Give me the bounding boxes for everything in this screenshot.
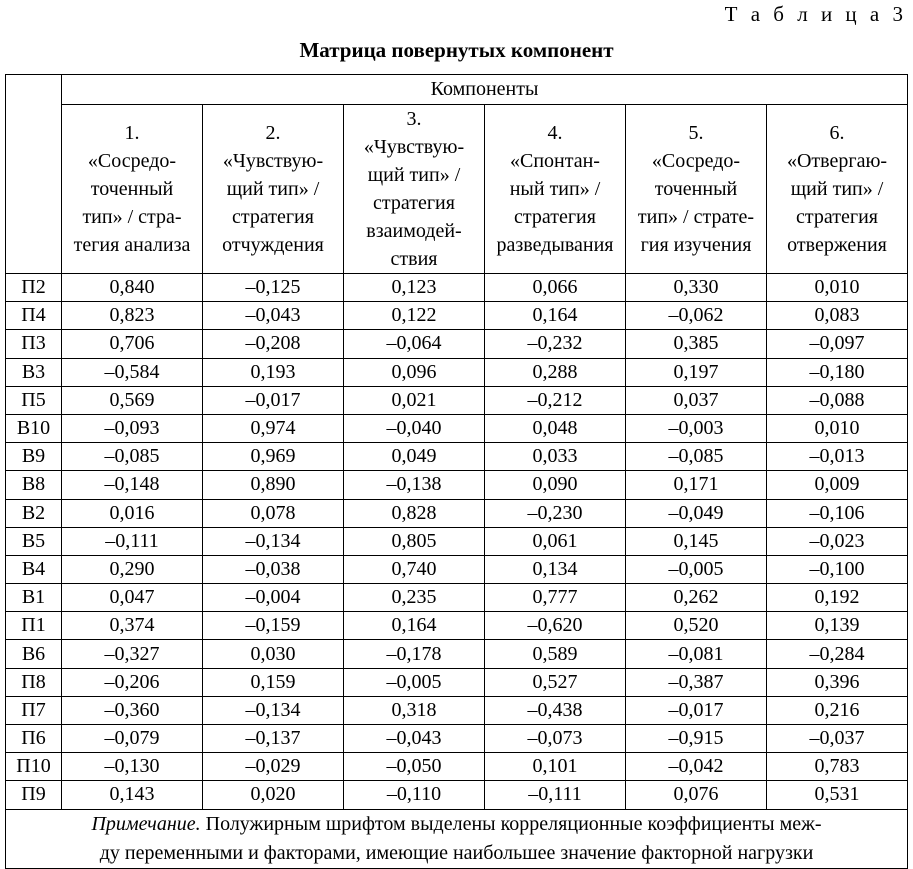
rotated-component-matrix [5, 74, 908, 869]
highlighted-loading-cell: 0,569 [62, 386, 203, 414]
loading-cell: 0,134 [485, 555, 626, 583]
table-row [6, 555, 908, 583]
highlighted-loading-cell: 0,969 [203, 443, 344, 471]
loading-cell: 0,037 [626, 386, 767, 414]
loading-cell: 0,159 [203, 668, 344, 696]
highlighted-loading-cell: 0,805 [344, 527, 485, 555]
loading-cell: 0,090 [485, 471, 626, 499]
loading-cell: –0,111 [485, 781, 626, 809]
component-name-line: «Сосредо- [651, 150, 741, 172]
loading-cell: –0,043 [344, 725, 485, 753]
loading-cell: 0,016 [62, 499, 203, 527]
loading-cell: 0,021 [344, 386, 485, 414]
loading-cell: 0,290 [62, 555, 203, 583]
loading-cell: 0,164 [344, 612, 485, 640]
loading-cell: 0,164 [485, 302, 626, 330]
highlighted-loading-cell: 0,828 [344, 499, 485, 527]
table-number-label: Т а б л и ц а 3 [724, 2, 907, 26]
highlighted-loading-cell: 0,589 [485, 640, 626, 668]
table-note [6, 809, 908, 868]
loading-cell: –0,111 [62, 527, 203, 555]
loading-cell: –0,040 [344, 414, 485, 442]
loading-cell: –0,232 [485, 330, 626, 358]
highlighted-loading-cell: –0,915 [626, 725, 767, 753]
highlighted-loading-cell: 0,706 [62, 330, 203, 358]
corner-cell [6, 75, 62, 274]
variable-label: В9 [6, 443, 62, 471]
component-number: 6. [829, 122, 845, 144]
matrix-body [6, 274, 908, 810]
component-name-line: тип» / страте- [637, 206, 755, 228]
component-name-line: стратегия [796, 206, 878, 228]
component-number: 1. [124, 122, 140, 144]
table-row [6, 330, 908, 358]
loading-cell: –0,360 [62, 696, 203, 724]
loading-cell: –0,050 [344, 753, 485, 781]
component-name-line: «Чувствую- [363, 136, 465, 158]
loading-cell: –0,212 [485, 386, 626, 414]
loading-cell: –0,004 [203, 584, 344, 612]
loading-cell: 0,009 [767, 471, 908, 499]
component-name-line: ствия [390, 248, 438, 270]
loading-cell: –0,042 [626, 753, 767, 781]
variable-label: В5 [6, 527, 62, 555]
component-name-line: стратегия [514, 206, 596, 228]
loading-cell: –0,049 [626, 499, 767, 527]
components-group-header: Компоненты [62, 75, 908, 105]
table-row [6, 499, 908, 527]
highlighted-loading-cell: –0,620 [485, 612, 626, 640]
loading-cell: 0,083 [767, 302, 908, 330]
component-name-line: «Сосредо- [87, 150, 177, 172]
highlighted-loading-cell: –0,584 [62, 358, 203, 386]
table-row [6, 640, 908, 668]
loading-cell: 0,145 [626, 527, 767, 555]
loading-cell: 0,330 [626, 274, 767, 302]
component-header-row [6, 105, 908, 274]
loading-cell: 0,101 [485, 753, 626, 781]
variable-label: П1 [6, 612, 62, 640]
variable-label: В4 [6, 555, 62, 583]
note-line-2: ду переменными и факторами, имеющие наибольшее значение факторной нагрузки [99, 841, 814, 864]
highlighted-loading-cell: 0,840 [62, 274, 203, 302]
variable-label: П7 [6, 696, 62, 724]
loading-cell: –0,003 [626, 414, 767, 442]
variable-label: В10 [6, 414, 62, 442]
variable-label: В2 [6, 499, 62, 527]
loading-cell: 0,122 [344, 302, 485, 330]
component-name-line: щий тип» / [367, 164, 461, 186]
highlighted-loading-cell: 0,531 [767, 781, 908, 809]
component-name-line: точенный [90, 178, 174, 200]
variable-label: П3 [6, 330, 62, 358]
loading-cell: –0,013 [767, 443, 908, 471]
component-name-line: ный тип» / [509, 178, 601, 200]
loading-cell: 0,096 [344, 358, 485, 386]
variable-label: П8 [6, 668, 62, 696]
loading-cell: –0,093 [62, 414, 203, 442]
loading-cell: –0,038 [203, 555, 344, 583]
component-header-1 [62, 105, 203, 274]
loading-cell: 0,123 [344, 274, 485, 302]
variable-label: П9 [6, 781, 62, 809]
loading-cell: –0,097 [767, 330, 908, 358]
component-name-line: щий тип» / [226, 178, 320, 200]
loading-cell: –0,005 [626, 555, 767, 583]
component-name-line: тегия анализа [73, 234, 191, 256]
highlighted-loading-cell: 0,974 [203, 414, 344, 442]
loading-cell: 0,061 [485, 527, 626, 555]
loading-cell: –0,148 [62, 471, 203, 499]
highlighted-loading-cell: –0,438 [485, 696, 626, 724]
loading-cell: 0,010 [767, 414, 908, 442]
loading-cell: 0,288 [485, 358, 626, 386]
table-row [6, 696, 908, 724]
loading-cell: 0,143 [62, 781, 203, 809]
loading-cell: 0,033 [485, 443, 626, 471]
variable-label: В3 [6, 358, 62, 386]
component-name-line: стратегия [373, 192, 455, 214]
component-name-line: стратегия [232, 206, 314, 228]
loading-cell: 0,010 [767, 274, 908, 302]
highlighted-loading-cell: 0,740 [344, 555, 485, 583]
component-name-line: тип» / стра- [82, 206, 182, 228]
component-header-2 [203, 105, 344, 274]
loading-cell: 0,235 [344, 584, 485, 612]
loading-cell: –0,159 [203, 612, 344, 640]
highlighted-loading-cell: 0,823 [62, 302, 203, 330]
loading-cell: 0,049 [344, 443, 485, 471]
component-name-line: отчуждения [222, 234, 324, 256]
loading-cell: –0,079 [62, 725, 203, 753]
table-row [6, 753, 908, 781]
component-name-line: «Отвергаю- [786, 150, 888, 172]
loading-cell: 0,520 [626, 612, 767, 640]
loading-cell: 0,066 [485, 274, 626, 302]
table-row [6, 668, 908, 696]
loading-cell: –0,088 [767, 386, 908, 414]
loading-cell: –0,137 [203, 725, 344, 753]
loading-cell: 0,216 [767, 696, 908, 724]
loading-cell: –0,023 [767, 527, 908, 555]
loading-cell: 0,385 [626, 330, 767, 358]
loading-cell: 0,192 [767, 584, 908, 612]
loading-cell: 0,396 [767, 668, 908, 696]
loading-cell: –0,100 [767, 555, 908, 583]
loading-cell: –0,138 [344, 471, 485, 499]
highlighted-loading-cell: 0,777 [485, 584, 626, 612]
note-lead: Примечание. [91, 812, 201, 835]
table-row [6, 612, 908, 640]
variable-label: П5 [6, 386, 62, 414]
variable-label: В1 [6, 584, 62, 612]
loading-cell: –0,017 [626, 696, 767, 724]
variable-label: П10 [6, 753, 62, 781]
component-name-line: гия изучения [640, 234, 752, 256]
component-name-line: «Чувствую- [222, 150, 324, 172]
table-title: Матрица повернутых компонент [299, 38, 614, 62]
table-row [6, 358, 908, 386]
loading-cell: –0,043 [203, 302, 344, 330]
loading-cell: –0,206 [62, 668, 203, 696]
component-name-line: взаимодей- [366, 220, 462, 242]
loading-cell: 0,047 [62, 584, 203, 612]
highlighted-loading-cell: 0,783 [767, 753, 908, 781]
table-row [6, 386, 908, 414]
loading-cell: 0,020 [203, 781, 344, 809]
loading-cell: –0,125 [203, 274, 344, 302]
loading-cell: 0,197 [626, 358, 767, 386]
loading-cell: 0,374 [62, 612, 203, 640]
loading-cell: –0,130 [62, 753, 203, 781]
loading-cell: –0,106 [767, 499, 908, 527]
table-row [6, 725, 908, 753]
component-name-line: точенный [654, 178, 738, 200]
loading-cell: 0,048 [485, 414, 626, 442]
loading-cell: –0,208 [203, 330, 344, 358]
loading-cell: –0,134 [203, 696, 344, 724]
component-number: 4. [547, 122, 563, 144]
table-row [6, 414, 908, 442]
loading-cell: –0,064 [344, 330, 485, 358]
variable-label: П6 [6, 725, 62, 753]
loading-cell: 0,078 [203, 499, 344, 527]
loading-cell: –0,327 [62, 640, 203, 668]
variable-label: В8 [6, 471, 62, 499]
table-row [6, 302, 908, 330]
loading-cell: 0,139 [767, 612, 908, 640]
component-header-4 [485, 105, 626, 274]
loading-cell: –0,178 [344, 640, 485, 668]
component-name-line: «Спонтан- [510, 150, 600, 172]
loading-cell: –0,017 [203, 386, 344, 414]
table-row [6, 527, 908, 555]
loading-cell: –0,180 [767, 358, 908, 386]
loading-cell: –0,073 [485, 725, 626, 753]
component-header-6 [767, 105, 908, 274]
table-row [6, 274, 908, 302]
table-row [6, 471, 908, 499]
table-row [6, 781, 908, 809]
component-name-line: разведывания [496, 234, 614, 256]
loading-cell: –0,110 [344, 781, 485, 809]
variable-label: П4 [6, 302, 62, 330]
component-name-line: щий тип» / [790, 178, 884, 200]
component-number: 5. [688, 122, 704, 144]
table-row [6, 443, 908, 471]
highlighted-loading-cell: 0,890 [203, 471, 344, 499]
loading-cell: –0,029 [203, 753, 344, 781]
loading-cell: –0,085 [62, 443, 203, 471]
loading-cell: –0,284 [767, 640, 908, 668]
loading-cell: –0,037 [767, 725, 908, 753]
variable-label: В6 [6, 640, 62, 668]
loading-cell: 0,193 [203, 358, 344, 386]
loading-cell: 0,262 [626, 584, 767, 612]
loading-cell: 0,318 [344, 696, 485, 724]
component-number: 2. [265, 122, 281, 144]
component-header-3 [344, 105, 485, 274]
loading-cell: 0,030 [203, 640, 344, 668]
loading-cell: 0,171 [626, 471, 767, 499]
component-name-line: отвержения [787, 234, 887, 256]
loading-cell: –0,387 [626, 668, 767, 696]
loading-cell: –0,085 [626, 443, 767, 471]
loading-cell: –0,062 [626, 302, 767, 330]
variable-label: П2 [6, 274, 62, 302]
component-number: 3. [406, 108, 422, 130]
loading-cell: –0,134 [203, 527, 344, 555]
note-line-1: Полужирным шрифтом выделены корреляционные коэффициенты меж- [200, 812, 822, 835]
component-header-5 [626, 105, 767, 274]
loading-cell: –0,230 [485, 499, 626, 527]
table-row [6, 584, 908, 612]
highlighted-loading-cell: 0,527 [485, 668, 626, 696]
loading-cell: –0,005 [344, 668, 485, 696]
loading-cell: –0,081 [626, 640, 767, 668]
loading-cell: 0,076 [626, 781, 767, 809]
